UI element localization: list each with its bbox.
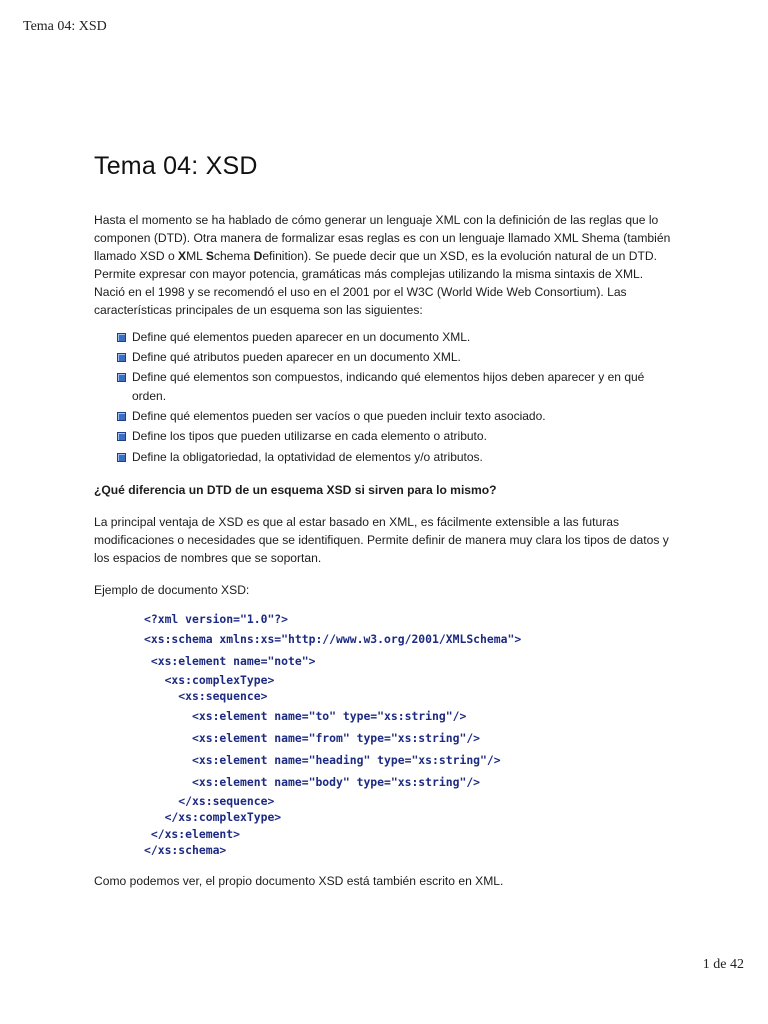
list-item-text: Define la obligatoriedad, la optatividad de elementos y/o atributos. [132, 449, 483, 464]
code-line: <xs:element name="heading" type="xs:string"/> [144, 752, 501, 767]
code-line: <xs:schema xmlns:xs="http://www.w3.org/2001/XMLSchema"> [144, 631, 522, 646]
answer-paragraph: La principal ventaja de XSD es que al estar basado en XML, es fácilmente extensible a las futuras modificaciones o necesidades que se identifiquen. Permite definir de manera muy clara los tipos de datos y los espacios de nombres que se soportan. [94, 515, 669, 566]
intro-paragraph [94, 211, 676, 319]
intro-text: chema [213, 249, 254, 263]
list-item-text: Define qué atributos pueden aparecer en un documento XML. [132, 350, 461, 365]
bullet-icon [117, 412, 126, 421]
list-item-text: Define qué elementos pueden aparecer en un documento XML. [132, 330, 471, 344]
list-item [117, 348, 676, 367]
list-item [117, 328, 676, 347]
list-item-text: Define los tipos que pueden utilizarse en cada elemento o atributo. [132, 429, 487, 444]
list-item-text: Define qué elementos son compuestos, indicando qué elementos hijos deben aparecer y en qué orden. [132, 370, 645, 403]
code-line: </xs:element> [144, 826, 241, 841]
code-line: <xs:element name="note"> [144, 653, 316, 668]
bullet-icon [117, 353, 126, 362]
intro-s: S [205, 249, 214, 263]
intro-text: efinition). Se puede decir que un XSD, es la evolución natural de un DTD. Permite expresar con mayor potencia, gramáticas más complejas utilizando la misma sintaxis de XML. Nació en el 1998 y se recomendó el uso en el 2001 por el W3C (World Wide Web Consortium). Las características principales de un esquema son las siguientes: [94, 249, 657, 317]
code-line: </xs:schema> [144, 843, 227, 858]
code-line: <xs:sequence> [144, 689, 268, 704]
bullet-icon [117, 453, 126, 462]
question-heading: ¿Qué diferencia un DTD de un esquema XSD si sirven para lo mismo? [94, 483, 497, 498]
conclusion-paragraph: Como podemos ver, el propio documento XSD está también escrito en XML. [94, 873, 504, 888]
code-line: <xs:element name="body" type="xs:string"/> [144, 774, 481, 789]
code-block [144, 611, 676, 859]
code-line: <xs:element name="from" type="xs:string"/> [144, 730, 481, 745]
page-number: 1 de 42 [702, 957, 744, 972]
code-line: <xs:complexType> [144, 672, 275, 687]
code-line: <?xml version="1.0"?> [144, 612, 289, 627]
header-title: Tema 04: XSD [23, 19, 107, 34]
code-line: </xs:complexType> [144, 810, 282, 825]
bullet-icon [117, 373, 126, 382]
intro-text: ML [186, 249, 206, 263]
document-body [94, 152, 676, 890]
intro-text: Hasta el momento se ha hablado de cómo generar un lenguaje XML con la definición de las reglas que lo componen (DTD). Otra manera de formalizar esas reglas es con un lenguaje llamado XML Shema (también llamado XSD o [94, 213, 671, 263]
code-line: <xs:element name="to" type="xs:string"/> [144, 708, 467, 723]
code-line: </xs:sequence> [144, 793, 275, 808]
list-item [117, 427, 676, 446]
intro-d: D [253, 249, 263, 263]
list-item [117, 448, 676, 467]
features-list [94, 328, 676, 466]
bullet-icon [117, 333, 126, 342]
example-label: Ejemplo de documento XSD: [94, 583, 250, 598]
list-item [117, 368, 676, 405]
bullet-icon [117, 432, 126, 441]
list-item-text: Define qué elementos pueden ser vacíos o que pueden incluir texto asociado. [132, 409, 546, 424]
list-item [117, 407, 676, 426]
page-title: Tema 04: XSD [94, 152, 258, 180]
intro-x: X [178, 249, 187, 263]
